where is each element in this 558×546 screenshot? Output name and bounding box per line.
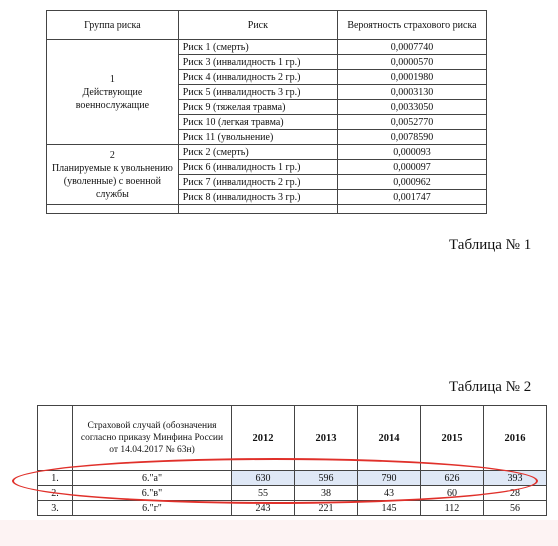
year-value: 393 <box>484 471 547 486</box>
empty-cell <box>178 205 337 214</box>
risk-probability: 0,0078590 <box>337 130 486 145</box>
header-year: 2016 <box>484 406 547 471</box>
header-risk-group: Группа риска <box>47 11 179 40</box>
insurance-case: 6."в" <box>73 486 232 501</box>
header-risk: Риск <box>178 11 337 40</box>
risk-group-number: 1 <box>109 73 115 85</box>
risk-name: Риск 2 (смерть) <box>178 145 337 160</box>
risk-probability: 0,0000570 <box>337 55 486 70</box>
risk-probability: 0,0033050 <box>337 100 486 115</box>
risk-group-1 <box>47 40 179 145</box>
risk-name: Риск 1 (смерть) <box>178 40 337 55</box>
row-number: 3. <box>38 501 73 516</box>
year-value: 60 <box>421 486 484 501</box>
risk-name: Риск 9 (тяжелая травма) <box>178 100 337 115</box>
year-value: 28 <box>484 486 547 501</box>
insurance-case-heading: Страховой случай (обозначения согласно приказу Минфина России от 14.04.2017 № 63н) <box>80 421 224 455</box>
risk-probability: 0,0001980 <box>337 70 486 85</box>
empty-cell <box>337 205 486 214</box>
risk-name: Риск 5 (инвалидность 3 гр.) <box>178 85 337 100</box>
year-value: 626 <box>421 471 484 486</box>
table2-caption: Таблица № 2 <box>449 379 532 395</box>
year-value: 596 <box>295 471 358 486</box>
year-value: 112 <box>421 501 484 516</box>
highlight-annotation-oval <box>12 458 538 504</box>
year-value: 630 <box>232 471 295 486</box>
header-probability: Вероятность страхового риска <box>337 11 486 40</box>
risk-name: Риск 11 (увольнение) <box>178 130 337 145</box>
row-number: 2. <box>38 486 73 501</box>
risk-probability: 0,000962 <box>337 175 486 190</box>
insurance-case: 6."а" <box>73 471 232 486</box>
risk-name: Риск 10 (легкая травма) <box>178 115 337 130</box>
risk-group-label: Действующие военнослужащие <box>75 86 150 111</box>
table1-empty-row <box>47 205 487 214</box>
risk-probability: 0,000097 <box>337 160 486 175</box>
empty-cell <box>47 205 179 214</box>
year-value: 55 <box>232 486 295 501</box>
risk-probability: 0,0003130 <box>337 85 486 100</box>
page-bottom-margin <box>0 520 558 546</box>
risk-probability-table <box>46 10 487 214</box>
header-year: 2012 <box>232 406 295 471</box>
row-number: 1. <box>38 471 73 486</box>
table1-caption: Таблица № 1 <box>449 237 532 253</box>
table1-header-row <box>47 11 487 40</box>
risk-group-number: 2 <box>109 149 115 161</box>
risk-name: Риск 6 (инвалидность 1 гр.) <box>178 160 337 175</box>
year-value: 38 <box>295 486 358 501</box>
risk-probability: 0,0007740 <box>337 40 486 55</box>
year-value: 56 <box>484 501 547 516</box>
year-value: 790 <box>358 471 421 486</box>
year-value: 243 <box>232 501 295 516</box>
insurance-case: 6."г" <box>73 501 232 516</box>
table1-row <box>47 40 487 55</box>
risk-name: Риск 3 (инвалидность 1 гр.) <box>178 55 337 70</box>
risk-name: Риск 8 (инвалидность 3 гр.) <box>178 190 337 205</box>
year-value: 221 <box>295 501 358 516</box>
risk-group-2 <box>47 145 179 205</box>
header-year: 2014 <box>358 406 421 471</box>
header-year: 2013 <box>295 406 358 471</box>
year-value: 145 <box>358 501 421 516</box>
header-year: 2015 <box>421 406 484 471</box>
risk-name: Риск 4 (инвалидность 2 гр.) <box>178 70 337 85</box>
table1-row <box>47 145 487 160</box>
risk-group-label: Планируемые к увольнению (уволенные) с военной службы <box>51 162 173 200</box>
year-value: 43 <box>358 486 421 501</box>
header-number <box>38 406 73 471</box>
risk-probability: 0,001747 <box>337 190 486 205</box>
risk-name: Риск 7 (инвалидность 2 гр.) <box>178 175 337 190</box>
risk-probability: 0,0052770 <box>337 115 486 130</box>
risk-probability: 0,000093 <box>337 145 486 160</box>
